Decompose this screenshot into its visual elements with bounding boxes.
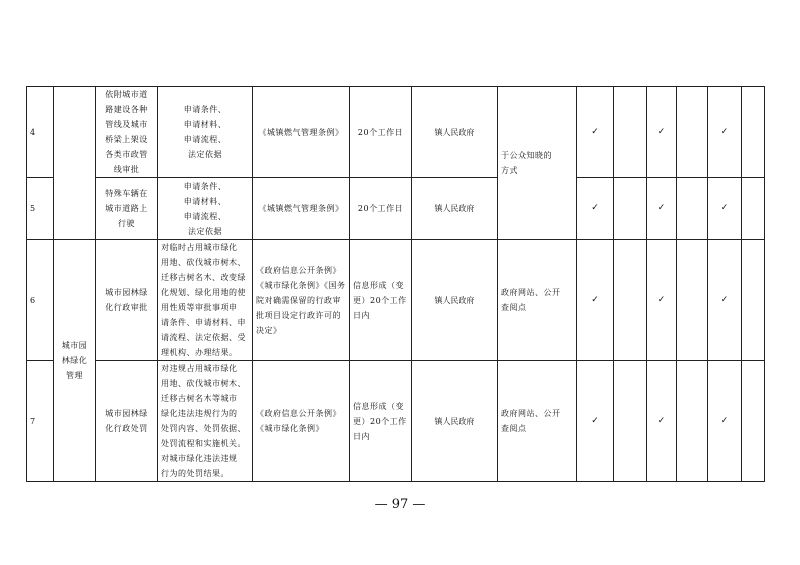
subject-cell: 镇人民政府 [412,361,498,482]
disclosure-table [26,86,765,482]
check-cell [742,178,765,240]
subject-cell: 镇人民政府 [412,240,498,361]
subject-cell: 镇人民政府 [412,178,498,240]
check-cell: ✓ [647,87,677,178]
check-cell [742,240,765,361]
check-cell: ✓ [708,240,742,361]
check-cell: ✓ [647,178,677,240]
check-cell [614,240,647,361]
item-cell: 城市园林绿 化行政审批 [96,240,158,361]
category-cell [54,87,96,240]
check-cell: ✓ [708,87,742,178]
channel-cell: 政府网站、公开 查阅点 [498,361,577,482]
basis-cell: 《城镇燃气管理条例》 [253,178,350,240]
table-row [27,361,765,482]
subject-cell: 镇人民政府 [412,87,498,178]
item-cell: 依附城市道 路建设各种 管线及城市 桥梁上架设 各类市政管 线审批 [96,87,158,178]
check-cell: ✓ [577,87,614,178]
check-cell [677,178,708,240]
item-cell: 城市园林绿 化行政处罚 [96,361,158,482]
category-cell: 城市园 林绿化 管理 [54,240,96,482]
basis-cell: 《政府信息公开条例》 《城市绿化条例》《国务 院对确需保留的行政审 批项目设定行政许可的 决定》 [253,240,350,361]
check-cell [677,87,708,178]
check-cell: ✓ [647,240,677,361]
time-cell: 20个工作日 [350,87,412,178]
check-cell [614,87,647,178]
channel-cell: 于公众知晓的 方式 [498,87,577,240]
page-number: — 97 — [374,497,426,512]
check-cell: ✓ [647,361,677,482]
content-cell: 对违规占用城市绿化 用地、砍伐城市树木、 迁移古树名木等城市 绿化违法违规行为的 处罚内容、处罚依据、 处罚流程和实施机关。 对城市绿化违法违规 行为的处罚结果。 [158,361,253,482]
content-cell: 申请条件、 申请材料、 申请流程、 法定依据 [158,178,253,240]
row-number: 6 [27,240,54,361]
row-number: 7 [27,361,54,482]
check-cell: ✓ [708,178,742,240]
check-cell [677,361,708,482]
check-cell [614,361,647,482]
basis-cell: 《政府信息公开条例》 《城市绿化条例》 [253,361,350,482]
table-row [27,240,765,361]
row-number: 4 [27,87,54,178]
table-row [27,178,765,240]
item-cell: 特殊车辆在 城市道路上 行驶 [96,178,158,240]
content-cell: 申请条件、 申请材料、 申请流程、 法定依据 [158,87,253,178]
time-cell: 20个工作日 [350,178,412,240]
check-cell: ✓ [577,178,614,240]
channel-cell: 政府网站、公开 查阅点 [498,240,577,361]
check-cell: ✓ [577,361,614,482]
check-cell: ✓ [577,240,614,361]
check-cell [742,87,765,178]
check-cell [614,178,647,240]
time-cell: 信息形成（变 更）20个工作 日内 [350,361,412,482]
table-row [27,87,765,178]
basis-cell: 《城镇燃气管理条例》 [253,87,350,178]
time-cell: 信息形成（变 更）20个工作 日内 [350,240,412,361]
check-cell [742,361,765,482]
check-cell [677,240,708,361]
content-cell: 对临时占用城市绿化 用地、砍伐城市树木、 迁移古树名木、改变绿 化规划、绿化用地的使 用性质等审批事项申 请条件、申请材料、申 请流程、法定依据、受 理机构、办理结果。 [158,240,253,361]
check-cell: ✓ [708,361,742,482]
row-number: 5 [27,178,54,240]
